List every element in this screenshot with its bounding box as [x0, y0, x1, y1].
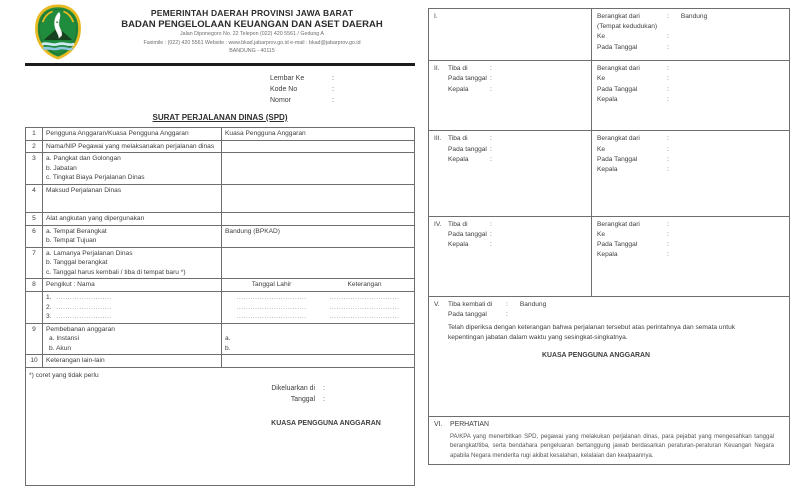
section-number: IV. — [434, 220, 442, 228]
row-label-line: b. Tanggal berangkat — [46, 259, 108, 267]
row-value: Kuasa Pengguna Anggaran — [222, 128, 415, 141]
issued-date-label: Tanggal — [290, 395, 315, 403]
row-number: 1 — [26, 128, 43, 141]
attention-heading — [434, 420, 784, 431]
table-row — [26, 225, 415, 247]
journey-section-4 — [429, 216, 790, 296]
section-number: II. — [434, 65, 440, 73]
meta-colon: : — [332, 96, 334, 104]
table-row — [26, 153, 415, 185]
issue-area — [26, 367, 415, 485]
follower-item — [46, 303, 218, 313]
residence-note: (Tempat kedudukan) — [597, 23, 658, 31]
meta-kode-no — [270, 84, 415, 95]
follower-index: 3. — [46, 313, 52, 321]
dotted-line: .............................. — [236, 293, 307, 301]
section1-right-cell — [592, 9, 790, 61]
letterhead — [25, 4, 415, 60]
colon: : — [667, 145, 669, 153]
table-row — [26, 279, 415, 292]
attention-body: PA/KPA yang menerbitkan SPD, pegawai yang melakukan perjalanan dinas, para pejabat yang mengesahkan tanggal berangkat/tiba, serta bendahara pengeluaran bertanggung jawab berdasarkan peraturan-peraturan Keuangan Negara apabila Negara menderita rugi akibat kesalahan, kelalaian dan kealpaannya. — [450, 433, 774, 459]
row-label-line: a. Tempat Berangkat — [46, 227, 107, 235]
field-label: Tiba di — [448, 65, 468, 73]
colon: : — [667, 43, 669, 51]
row-number-empty — [26, 291, 43, 323]
section2-right-cell — [592, 61, 790, 131]
meta-label: Nomor — [270, 96, 292, 104]
org-address-line2: Faximile : (022) 420 5561 Website : www.bkad.jabarprov.go.id e-mail : bkad@jabarprov.go.id — [143, 39, 361, 46]
signature-title: KUASA PENGGUNA ANGGARAN — [542, 352, 650, 360]
row-value: Bandung (BPKAD) — [222, 225, 415, 247]
table-row — [26, 323, 415, 355]
field-label: Berangkat dari — [597, 13, 640, 20]
row-number: 3 — [26, 153, 43, 185]
colon: : — [490, 85, 492, 93]
row-value-line: b. — [225, 344, 231, 352]
meta-label: Lembar Ke — [270, 74, 305, 82]
org-name-province: PEMERINTAH DAERAH PROVINSI JAWA BARAT — [150, 8, 354, 19]
column-header-keterangan: Keterangan — [347, 281, 382, 289]
spd-detail-table — [25, 127, 415, 486]
section-number: V. — [434, 300, 440, 308]
row-value-empty — [222, 247, 415, 279]
section2-left-cell — [429, 61, 592, 131]
follower-detail-row — [225, 303, 411, 313]
section3-left-cell — [429, 131, 592, 216]
table-row — [26, 291, 415, 323]
meta-colon: : — [332, 85, 334, 93]
colon: : — [490, 241, 492, 249]
issued-date — [243, 395, 409, 405]
meta-label: Kode No — [270, 85, 298, 93]
dotted-line: .............................. — [329, 303, 400, 311]
field-label: Kepala — [597, 166, 618, 174]
letterhead-text — [95, 8, 409, 55]
meta-nomor — [270, 95, 415, 106]
org-address-line1: Jalan Diponegoro No. 22 Telepon (022) 420 5561 / Gedung A — [180, 31, 324, 38]
colon: : — [667, 75, 669, 83]
field-label: Tiba di — [448, 220, 468, 228]
issue-block — [243, 384, 409, 429]
meta-lembar-ke — [270, 73, 415, 84]
row-label: Maksud Perjalanan Dinas — [43, 185, 222, 213]
table-row — [26, 185, 415, 213]
section-number: I. — [434, 13, 438, 20]
row-label-line: a. Lamanya Perjalanan Dinas — [46, 249, 133, 257]
table-row — [26, 355, 415, 368]
follower-detail-row — [225, 312, 411, 322]
table-row — [26, 213, 415, 226]
field-label: Ke — [597, 75, 606, 83]
spd-front-page — [25, 4, 415, 486]
row-label-line: b. Jabatan — [46, 164, 77, 172]
row-label — [43, 323, 222, 355]
dotted-line: .............................. — [236, 313, 307, 321]
section-number: VI. — [434, 421, 443, 429]
journey-section-2 — [429, 61, 790, 131]
row-label: Alat angkutan yang dipergunakan — [43, 213, 222, 226]
row-label-line: a. Instansi — [49, 335, 80, 343]
row-value — [222, 323, 415, 355]
field-label: Ke — [597, 230, 606, 238]
colon: : — [667, 251, 669, 259]
follower-index: 2. — [46, 303, 52, 311]
colon: : — [667, 135, 669, 143]
field-label: Tiba di — [448, 135, 468, 143]
row-value-empty — [222, 185, 415, 213]
dotted-line: ........................ — [56, 303, 112, 311]
verification-statement: Telah diperiksa dengan keterangan bahwa perjalanan tersebut atas perintahnya dan semata untuk kepentingan jabatan dalam waktu yang sesingkat-singkatnya. — [448, 324, 736, 342]
follower-name-list — [43, 291, 222, 323]
row-number: 8 — [26, 279, 43, 292]
colon: : — [323, 395, 325, 403]
field-label: Kepala — [448, 85, 469, 93]
letterhead-divider — [25, 63, 415, 66]
jawa-barat-seal-icon — [31, 4, 85, 60]
journey-section-5 — [429, 296, 790, 416]
row-value-line: a. — [225, 335, 231, 343]
row-label — [43, 247, 222, 279]
row-label-line: b. Akun — [49, 344, 71, 352]
follower-item — [46, 312, 218, 322]
spacer — [225, 325, 411, 335]
colon: : — [490, 220, 492, 228]
section3-right-cell — [592, 131, 790, 216]
table-row — [26, 247, 415, 279]
footnote: *) coret yang tidak perlu — [29, 371, 99, 379]
field-label: Ke — [597, 33, 606, 41]
org-name-agency: BADAN PENGELOLAAN KEUANGAN DAN ASET DAERAH — [121, 19, 383, 31]
field-label: Pada Tanggal — [597, 155, 638, 163]
field-label: Berangkat dari — [597, 65, 640, 73]
row-number: 5 — [26, 213, 43, 226]
row-label: Keterangan lain-lain — [43, 355, 222, 368]
field-label: Pada tanggal — [448, 311, 487, 319]
row-number: 9 — [26, 323, 43, 355]
colon: : — [667, 241, 669, 249]
return-arrival-value: Bandung — [519, 300, 547, 308]
journey-section-1 — [429, 9, 790, 61]
row-value-empty — [222, 153, 415, 185]
section6-cell — [429, 417, 790, 465]
field-label: Tiba kembali di — [448, 300, 493, 308]
colon: : — [490, 145, 492, 153]
section4-left-cell — [429, 216, 592, 296]
section-number: III. — [434, 135, 442, 143]
follower-item — [46, 293, 218, 303]
colon: : — [323, 385, 325, 393]
field-label: Pada Tanggal — [597, 241, 638, 249]
colon: : — [490, 65, 492, 73]
row-label — [43, 153, 222, 185]
colon: : — [667, 65, 669, 73]
colon: : — [490, 230, 492, 238]
row-value-empty — [222, 140, 415, 153]
row-label: Pengguna Anggaran/Kuasa Pengguna Anggaran — [43, 128, 222, 141]
colon: : — [667, 95, 669, 103]
org-address-line3: BANDUNG - 40115 — [229, 48, 275, 55]
field-label: Kepala — [448, 155, 469, 163]
issued-at-label: Dikeluarkan di — [271, 385, 315, 393]
dotted-line: ........................ — [56, 293, 112, 301]
follower-index: 1. — [46, 293, 52, 301]
meta-colon: : — [332, 74, 334, 82]
colon: : — [490, 75, 492, 83]
table-row — [26, 140, 415, 153]
field-label: Pada tanggal — [448, 230, 487, 238]
row-value-empty — [222, 213, 415, 226]
field-label: Pada Tanggal — [597, 43, 638, 51]
row-number: 7 — [26, 247, 43, 279]
table-footer-row — [26, 367, 415, 485]
colon: : — [667, 85, 669, 93]
row-label-line: a. Pangkat dan Golongan — [46, 155, 121, 163]
colon: : — [506, 300, 508, 308]
section5-cell — [429, 296, 790, 416]
field-label: Kepala — [448, 241, 469, 249]
journey-section-3 — [429, 131, 790, 216]
journey-table — [428, 8, 790, 465]
row-subheaders — [222, 279, 415, 292]
attention-label: PERHATIAN — [450, 421, 489, 429]
field-label: Berangkat dari — [597, 220, 640, 228]
row-label-line: b. Tempat Tujuan — [46, 237, 97, 245]
colon: : — [667, 166, 669, 174]
return-date — [448, 310, 784, 320]
spd-back-page — [428, 8, 790, 465]
row-label: Nama/NIP Pegawai yang melaksanakan perjalanan dinas — [43, 140, 222, 153]
field-label: Pada tanggal — [448, 145, 487, 153]
row-number: 10 — [26, 355, 43, 368]
departure-from — [597, 12, 784, 22]
row-number: 2 — [26, 140, 43, 153]
journey-section-6 — [429, 417, 790, 465]
row-number: 4 — [26, 185, 43, 213]
follower-detail-row — [225, 293, 411, 303]
departure-date — [597, 43, 784, 53]
row-label-line: c. Tanggal harus kembali / tiba di tempat baru *) — [46, 268, 186, 276]
row-label: Pengikut : Nama — [43, 279, 222, 292]
section1-left-cell — [429, 9, 592, 61]
signature-title: KUASA PENGGUNA ANGGARAN — [271, 420, 381, 428]
issued-at — [243, 384, 409, 394]
colon: : — [667, 220, 669, 228]
departure-from-value: Bandung — [680, 13, 708, 20]
row-label-line: Pembebanan anggaran — [46, 325, 115, 333]
colon: : — [490, 135, 492, 143]
row-label — [43, 225, 222, 247]
field-label: Pada Tanggal — [597, 85, 638, 93]
colon: : — [490, 155, 492, 163]
row-label-line: c. Tingkat Biaya Perjalanan Dinas — [46, 174, 145, 182]
field-label: Ke — [597, 145, 606, 153]
dotted-line: .............................. — [329, 293, 400, 301]
section4-right-cell — [592, 216, 790, 296]
follower-detail-list — [222, 291, 415, 323]
field-label: Pada tanggal — [448, 75, 487, 83]
colon: : — [506, 311, 508, 319]
colon: : — [667, 33, 669, 41]
return-arrival — [448, 300, 784, 310]
field-label: Kepala — [597, 95, 618, 103]
row-value-empty — [222, 355, 415, 368]
colon: : — [667, 230, 669, 238]
form-title: SURAT PERJALANAN DINAS (SPD) — [152, 113, 288, 123]
dotted-line: .............................. — [236, 303, 307, 311]
dotted-line: .............................. — [329, 313, 400, 321]
column-header-tanggal-lahir: Tanggal Lahir — [251, 281, 292, 289]
colon: : — [667, 13, 669, 20]
field-label: Kepala — [597, 251, 618, 259]
row-number: 6 — [26, 225, 43, 247]
table-row — [26, 128, 415, 141]
destination — [597, 32, 784, 42]
document-meta — [270, 73, 415, 107]
dotted-line: ........................ — [56, 313, 112, 321]
field-label: Berangkat dari — [597, 135, 640, 143]
colon: : — [667, 155, 669, 163]
